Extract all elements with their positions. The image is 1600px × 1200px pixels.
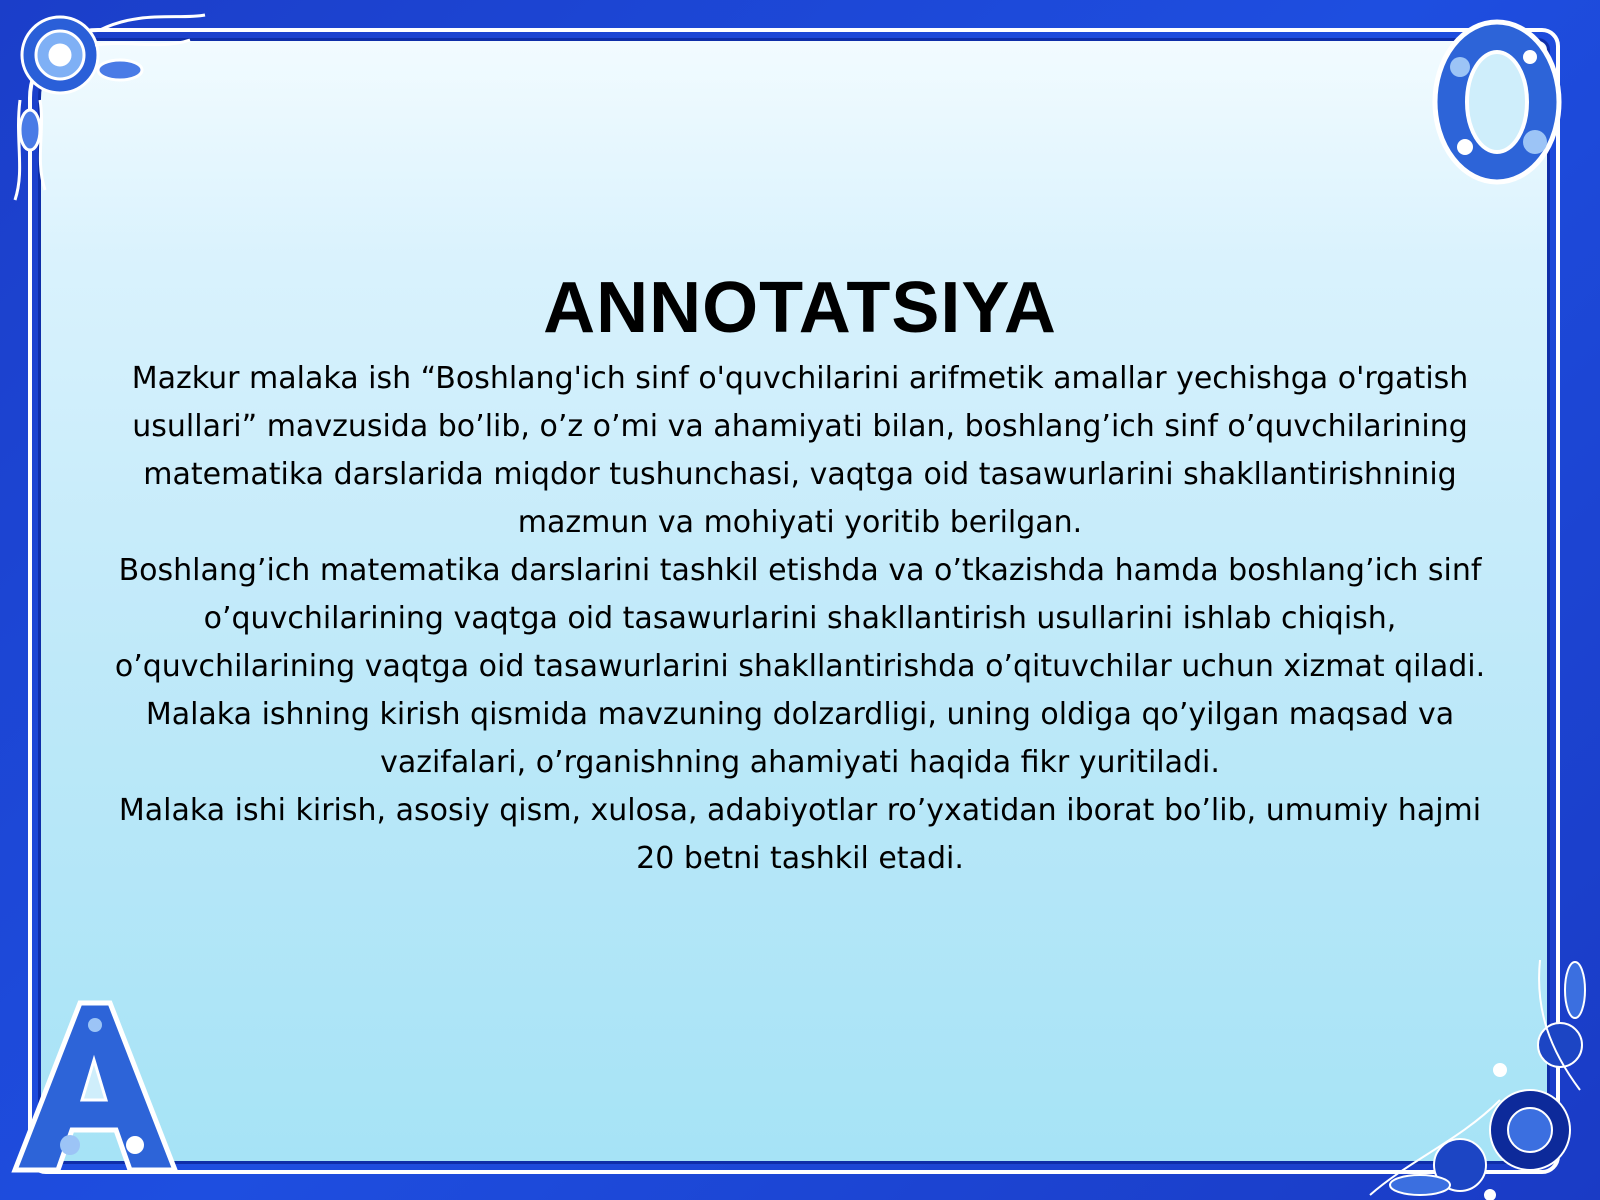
paragraph-2: Boshlang’ich matematika darslarini tashkil etishda va o’tkazishda hamda boshlang’ich sinf o’quvchilarining vaqtga oid tasawurlarini shakllantirish usullarini ishlab chiqish, o’quvchilarining vaqtga oid tasawurlarini shakllantirishda o’qituvchilar uchun xizmat qiladi. — [114, 553, 1486, 684]
slide-content — [100, 265, 1500, 883]
floral-ornament-bottom-right-icon — [1340, 950, 1600, 1200]
letter-a-ornament-icon — [10, 995, 180, 1175]
paragraph-4: Malaka ishi kirish, asosiy qism, xulosa, adabiyotlar ro’yxatidan iborat bo’lib, umumiy hajmi 20 betni tashkil etadi. — [118, 793, 1482, 876]
slide-title: ANNOTATSIYA — [543, 268, 1057, 348]
floral-ornament-top-left-icon — [0, 0, 220, 210]
letter-o-ornament-icon — [1425, 12, 1570, 192]
paragraph-3: Malaka ishning kirish qismida mavzuning dolzardligi, uning oldiga qo’yilgan maqsad va vazifalari, o’rganishning ahamiyati haqida fikr yuritiladi. — [145, 697, 1455, 780]
paragraph-1: Mazkur malaka ish “Boshlang'ich sinf o'quvchilarini arifmetik amallar yechishga o'rgatish usullari” mavzusida bo’lib, o’z o’mi va ahamiyati bilan, boshlang’ich sinf o’quvchilarining matematika darslarida miqdor tushunchasi, vaqtga oid tasawurlarini shakllantirishninig mazmun va mohiyati yoritib berilgan. — [131, 361, 1469, 540]
